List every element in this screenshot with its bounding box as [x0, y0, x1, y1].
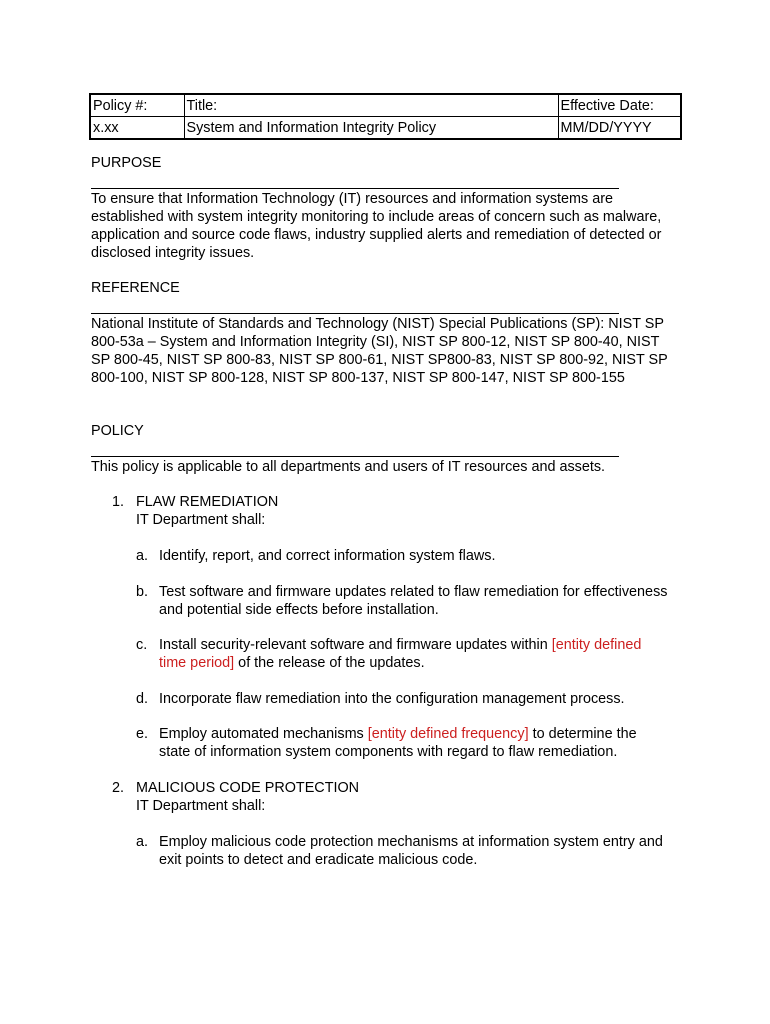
reference-heading: REFERENCE	[91, 280, 180, 296]
title-label: Title:	[184, 94, 558, 117]
list-item-letter: c.	[136, 637, 148, 653]
list-item-text: Incorporate flaw remediation into the configuration management process.	[159, 691, 625, 707]
section-title: FLAW REMEDIATION	[136, 494, 279, 510]
list-item-letter: b.	[136, 584, 149, 600]
section-subtitle: IT Department shall:	[136, 512, 266, 528]
policy-number-label: Policy #:	[90, 94, 184, 117]
section-subtitle: IT Department shall:	[136, 798, 266, 814]
list-item-text: Identify, report, and correct information system flaws.	[159, 548, 496, 564]
policy-text: This policy is applicable to all departments and users of IT resources and assets.	[91, 459, 606, 475]
list-item-letter: a.	[136, 834, 149, 850]
purpose-divider	[91, 188, 619, 189]
list-item-text: Employ malicious code protection mechanisms at information system entry and exit points to detect and eradicate malicious code.	[159, 834, 663, 868]
list-item-text-after: to determine the state of information system components with regard to flaw remediation.	[159, 726, 637, 760]
header-label-row	[90, 94, 681, 117]
policy-header-table	[89, 93, 682, 140]
effective-date-label: Effective Date:	[558, 94, 681, 117]
purpose-text: To ensure that Information Technology (IT) resources and information systems are established with system integrity monitoring to include areas of concern such as malware, application and source code flaws, industry supplied alerts and remediation of detected or disclosed integrity issues.	[91, 191, 662, 261]
section-flaw-remediation	[112, 493, 672, 529]
effective-date-value: MM/DD/YYYY	[558, 117, 681, 140]
entity-defined-placeholder: [entity defined frequency]	[367, 726, 529, 742]
list-item-text-before: Install security-relevant software and firmware updates within	[159, 637, 552, 653]
list-item-text	[159, 636, 669, 672]
section-number: 1.	[112, 494, 125, 510]
list-item-text: Test software and firmware updates related to flaw remediation for effectiveness and potential side effects before installation.	[159, 584, 668, 618]
reference-divider	[91, 313, 619, 314]
reference-text: National Institute of Standards and Technology (NIST) Special Publications (SP): NIST SP 800-53a – System and Information Integrity (SI), NIST SP 800-12, NIST SP 800-40, NIST SP 800-45, NIST SP 800-83, NIST SP 800-61, NIST SP800-83, NIST SP 800-92, NIST SP 800-100, NIST SP 800-128, NIST SP 800-137, NIST SP 800-147, NIST SP 800-155	[91, 316, 668, 386]
policy-divider	[91, 456, 619, 457]
section-malicious-code-protection	[112, 779, 672, 815]
list-item-text	[159, 725, 669, 761]
header-value-row	[90, 117, 681, 140]
list-item-text-after: of the release of the updates.	[234, 655, 425, 671]
entity-defined-placeholder: [entity defined time period]	[159, 637, 642, 671]
list-item-text-before: Employ automated mechanisms	[159, 726, 368, 742]
section-number: 2.	[112, 780, 125, 796]
list-item-letter: d.	[136, 691, 149, 707]
list-item-letter: e.	[136, 726, 149, 742]
list-item-letter: a.	[136, 548, 149, 564]
section-title: MALICIOUS CODE PROTECTION	[136, 780, 360, 796]
policy-number-value: x.xx	[90, 117, 184, 140]
title-value: System and Information Integrity Policy	[184, 117, 558, 140]
purpose-heading: PURPOSE	[91, 155, 162, 171]
policy-heading: POLICY	[91, 423, 144, 439]
